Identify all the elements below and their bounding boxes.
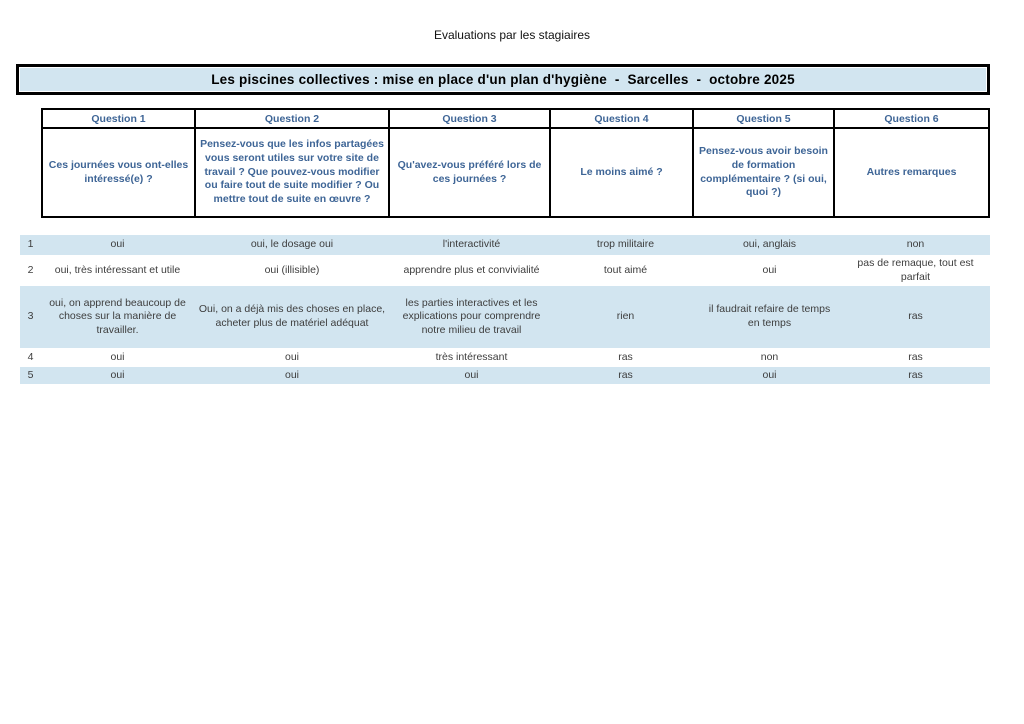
answer-cell: ras (908, 310, 923, 323)
column-label: Question 4 (551, 110, 692, 129)
answer-cell: ras (618, 368, 633, 381)
answers-table (20, 235, 990, 384)
header-col-question-1 (43, 110, 196, 216)
table-row (20, 235, 990, 255)
answer-cell: ras (908, 350, 923, 363)
page-title: Evaluations par les stagiaires (433, 28, 591, 42)
banner-title: Les piscines collectives : mise en place d'un plan d'hygiène - Sarcelles - octobre 2025 (211, 72, 795, 87)
answer-cell: oui (illisible) (264, 263, 320, 276)
answer-cell: ras (908, 368, 923, 381)
answer-cell: oui, anglais (742, 238, 797, 251)
row-number: 1 (27, 238, 34, 251)
answer-cell: apprendre plus et convivialité (403, 263, 540, 276)
answer-cell: rien (616, 310, 635, 323)
row-number: 5 (27, 368, 34, 381)
answer-cell: l'interactivité (442, 238, 501, 251)
column-question: Pensez-vous que les infos partagées vous seront utiles sur votre site de travail ? Que pouvez-vous modifier ou faire tout de suite modifier ? Ou mettre tout de suite en œuvre ? (200, 137, 384, 206)
row-number: 3 (27, 310, 34, 323)
table-row (20, 255, 990, 286)
row-number: 4 (27, 350, 34, 363)
answer-cell: oui, très intéressant et utile (54, 263, 181, 276)
column-label: Question 3 (390, 110, 549, 129)
answer-cell: il faudrait refaire de temps en temps (708, 303, 831, 329)
answer-cell: oui (284, 368, 299, 381)
answer-cell: non (906, 238, 925, 251)
column-question: Autres remarques (866, 165, 957, 178)
table-row (20, 348, 990, 367)
table-row (20, 367, 990, 384)
answer-cell: Oui, on a déjà mis des choses en place, acheter plus de matériel adéquat (198, 303, 386, 329)
header-col-question-5 (694, 110, 835, 216)
answer-cell: très intéressant (435, 350, 508, 363)
answer-cell: trop militaire (596, 238, 655, 251)
answer-cell: les parties interactives et les explications pour comprendre notre milieu de travail (402, 296, 541, 336)
answer-cell: pas de remaque, tout est parfait (857, 256, 974, 283)
question-header-table (41, 108, 990, 218)
table-row (20, 286, 990, 348)
column-question: Qu'avez-vous préféré lors de ces journées ? (397, 158, 542, 185)
answer-cell: oui (762, 368, 777, 381)
header-col-question-3 (390, 110, 551, 216)
row-number: 2 (27, 263, 34, 276)
column-label: Question 6 (835, 110, 988, 129)
column-label: Question 1 (43, 110, 194, 129)
header-col-question-4 (551, 110, 694, 216)
answer-cell: oui (110, 368, 125, 381)
answer-cell: oui (110, 238, 125, 251)
answer-cell: oui (464, 368, 479, 381)
answer-cell: tout aimé (603, 263, 648, 276)
column-label: Question 2 (196, 110, 388, 129)
answer-cell: oui, on apprend beaucoup de choses sur la manière de travailler. (49, 296, 186, 336)
answer-cell: ras (618, 350, 633, 363)
answer-cell: oui, le dosage oui (250, 238, 334, 251)
answer-cell: oui (110, 350, 125, 363)
answer-cell: oui (762, 263, 777, 276)
column-question: Ces journées vous ont-elles intéressé(e) ? (48, 158, 189, 185)
header-col-question-2 (196, 110, 390, 216)
column-question: Pensez-vous avoir besoin de formation complémentaire ? (si oui, quoi ?) (699, 144, 828, 199)
banner (16, 64, 990, 95)
column-question: Le moins aimé ? (580, 165, 663, 178)
header-col-question-6 (835, 110, 988, 216)
answer-cell: oui (284, 350, 299, 363)
answer-cell: non (760, 350, 779, 363)
column-label: Question 5 (694, 110, 833, 129)
